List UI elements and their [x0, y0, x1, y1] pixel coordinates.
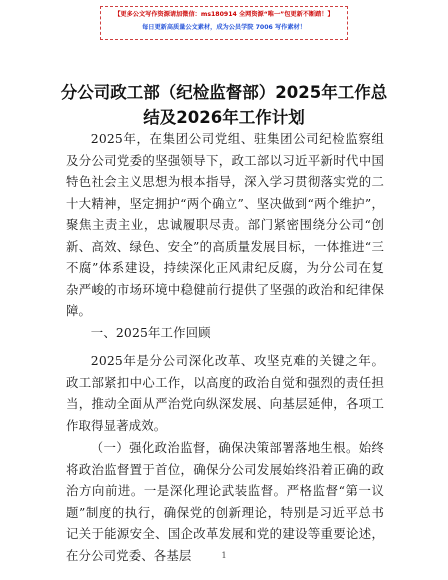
document-title: 分公司政工部（纪检监督部）2025年工作总结及2026年工作计划 [60, 83, 388, 127]
page-number: 1 [221, 551, 227, 560]
promo-line-1: 【更多公文写作资源请加微信：ms180914 全网资源“唯一”包更新不断踏！】 [114, 11, 334, 18]
promo-banner [100, 6, 348, 40]
paragraph-intro: 2025年，在集团公司党组、驻集团公司纪检监察组及分公司党委的坚强领导下，政工部以习近平新时代中国特色社会主义思想为根本指导，深入学习贯彻落实党的二十大精神，坚定拥护“两个确立”、坚决做到“两个维护”，聚焦主责主业，忠诚履职尽责。部门紧密围绕分公司“创新、高效、绿色、安全”的高质量发展目标，一体推进“三不腐”体系建设，持续深化正风肃纪反腐，为分公司在复杂严峻的市场环境中稳健前行提供了坚强的政治和纪律保障。 [66, 131, 384, 318]
paragraph-review: 2025年是分公司深化改革、攻坚克难的关键之年。政工部紧扣中心工作，以高度的政治自觉和强烈的责任担当，推动全面从严治党向纵深发展、向基层延伸，各项工作取得显著成效。 [66, 353, 384, 433]
section-heading: 一、2025年工作回顾 [90, 325, 211, 340]
paragraph-political-supervision: （一）强化政治监督，确保决策部署落地生根。始终将政治监督置于首位，确保分公司发展始终沿着正确的政治方向前进。一是深化理论武装监督。严格监督“第一议题”制度的执行，确保党的创新理论，特别是习近平总书记关于能源安全、国企改革发展和党的建设等重要论述，在分公司党委、各基层 [66, 440, 384, 563]
promo-line-2: 每日更新高质量公文素材，成为公员学院 7006 写作素材！ [142, 24, 306, 31]
